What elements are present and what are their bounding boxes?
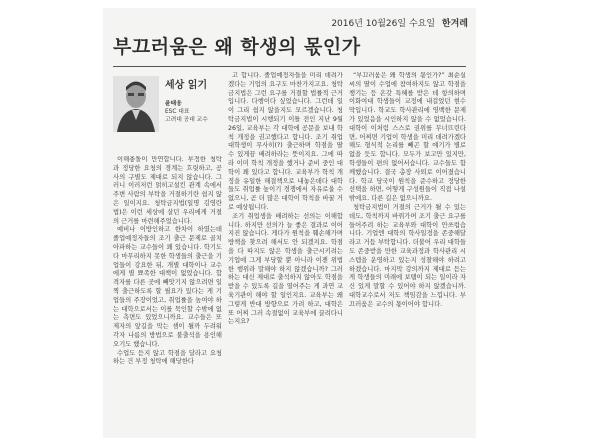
paragraph: 이해충돌이 만연합니다. 부정한 청탁과 정당한 요청의 경계는 흐릿하고, 공사의 구별도 제대로 되지 않습니다. 그러니 이러저런 얽히고설킨 관계 속에서 주변 사람의 부탁을 거절하기란 쉽지 않은 일이지요. 청탁금지법(일명 김영란법)은 이런 세상에 살던 우리에게 거절의 근거를 마련해주었습니다.	[113, 156, 222, 225]
headline: 부끄러움은 왜 학생의 몫인가	[113, 36, 361, 58]
author-photo	[113, 76, 159, 132]
author-profile	[113, 72, 222, 154]
article-column-2	[228, 72, 343, 436]
headline-rule	[113, 66, 466, 67]
article-column-3	[349, 72, 466, 436]
author-title-1: ESC 대표	[165, 109, 190, 115]
paragraph: 청탁금지법이 거절의 근거가 될 수 있는데도, 학칙까지 바꿔가며 조기 출근 요구를 들어주려 하는 교육부와 대학이 안쓰럽습니다. 기업엔 대학의 학사일정을 존중해달라고 거듭 부탁합니다. 더불어 우리 대학들도 존중받을 만한 교육과정과 학사관리 시스템을 운영하고 있는지 성찰해야 하려고 하겠습니다. 마지막 강의까지 제대로 듣는 게 학생들의 미래에 보탬이 되는 일이라 자신 있게 말할 수 있어야 하지 않겠습니까. 대학교수로서 저도 책임감을 느낍니다. 부끄러움은 교수의 몫이어야 합니다.	[349, 203, 466, 308]
paragraph: 고 합니다. 졸업예정자들을 미리 데려가겠다는 기업의 요구도 마찬가지고요. 청탁금지법은 그런 요구를 거절할 법률적 근거입니다. 다행이다 싶었습니다. 그런데 일이 그리 쉽지 않을지도 모르겠습니다. 청탁금지법이 시행되기 이틀 전인 지난 9월 26일, 교육부는 각 대학에 공문을 보내 학칙 개정을 권고했다고 합니다. 조기 취업 대학생이 무사히(?) 출근하며 학점을 딸 수 있게끔 배려하라는 뜻이지요. 그에 따라 이미 학칙 개정을 했거나 준비 중인 대학이 꽤 있다고 합니다. 교육부가 학칙 개정을 유일한 해결책으로 내놓은데다 대학들도 취업률 높이기 경쟁에서 자유로울 수 없으니, 곧 더 많은 대학이 학칙을 바꿀 거로 예상됩니다.	[228, 72, 343, 211]
dateline	[331, 16, 468, 29]
issue-date: 2016년 10월26일 수요일	[331, 19, 436, 29]
paragraph: “부끄러움은 왜 학생의 몫인가?” 최순실씨의 딸이 수업에 참여하지도 않고 학점을 챙기는 등 온갖 특혜를 받은 데 항의하며 이화여대 학생들이 교정에 내걸었던 현수막입니다. 학교도 학사관리에 영백한 문제가 있었음을 시인하지 않을 수 없었습니다. 대학이 이처럼 스스로 권위를 무너뜨린다면, 어찌면 기업이 학생을 미리 데려가겠다 해도 형식적 논리를 빼곤 할 얘기가 별로 없을 듯도 합니다. 모두가 보고만 있지만, 학생들이 편의 없어서습니다. 교수들도 함께했습니다. 결국 총장 사퇴로 이어졌습니다. 학교 당국이 원칙을 준수하고 정당한 선택을 하면, 어떻게 구성원들이 직접 나설 밖에요. 다른 길은 없으니까요.	[349, 72, 466, 203]
author-info	[165, 100, 208, 124]
author-name: 윤태웅	[165, 101, 182, 107]
newspaper-name: 한겨레	[441, 19, 468, 29]
paragraph: 수업도 듣지 않고 학점을 달라고 요청하는 건 부정 청탁에 해당한다	[113, 349, 222, 366]
newspaper-clipping	[103, 8, 476, 438]
paragraph: 예비나 이방인하고 한차이 하였는데 졸업예정자들의 조기 출근 문제로 골치 아파하는 교수들이 꽤 있습니다. 학기도 다 마무리하지 못한 학생들의 출근을 기업들이 강요한 뒤, 개별 대학이나 교수에게 별 뾰족한 대책이 없었습니다. 합격자를 다른 곳에 빼앗기지 않으려면 일찍 출근하도록 할 필요가 있다는 게 기업들의 주장이었고, 취업률을 높여야 하는 대학으로서는 이를 묵인할 수밖에 없는 측면도 있었으니까요. 교수들은 또 제자의 앞길을 막는 셈이 될까 두려워 각자 나름의 방법으로 불출석을 용인해오기도 했습니다.	[113, 226, 222, 348]
column-series-title: 세상 읽기	[165, 80, 208, 91]
author-title-2: 고려대 공대 교수	[165, 117, 208, 123]
paragraph: 조기 취업생을 배려하는 선의는 이해합니다. 하지만 선의가 늘 좋은 결과로 이어지진 않습니다. 게다가 원칙을 훼손해가며 방책을 찾으려 해서도 안 되겠지요. 학점을 다 따지도 않은 학생을 출근시키려는 기업에 그게 부당할 뿐 아니라 이젠 위법한 행위라 말해야 하지 않겠습니까? 그러하는 대신 제대로 출석하지 않아도 학점을 받을 수 있도록 길을 열어주는 게 과연 교육기관이 해야 할 일인지요. 교육부는 왜 그렇게 반대 방향으로 가려 하고, 대학은 또 어찌 그러 속절없이 교육부에 끌려다니는지요?	[228, 212, 343, 326]
article-column-1	[113, 156, 222, 434]
